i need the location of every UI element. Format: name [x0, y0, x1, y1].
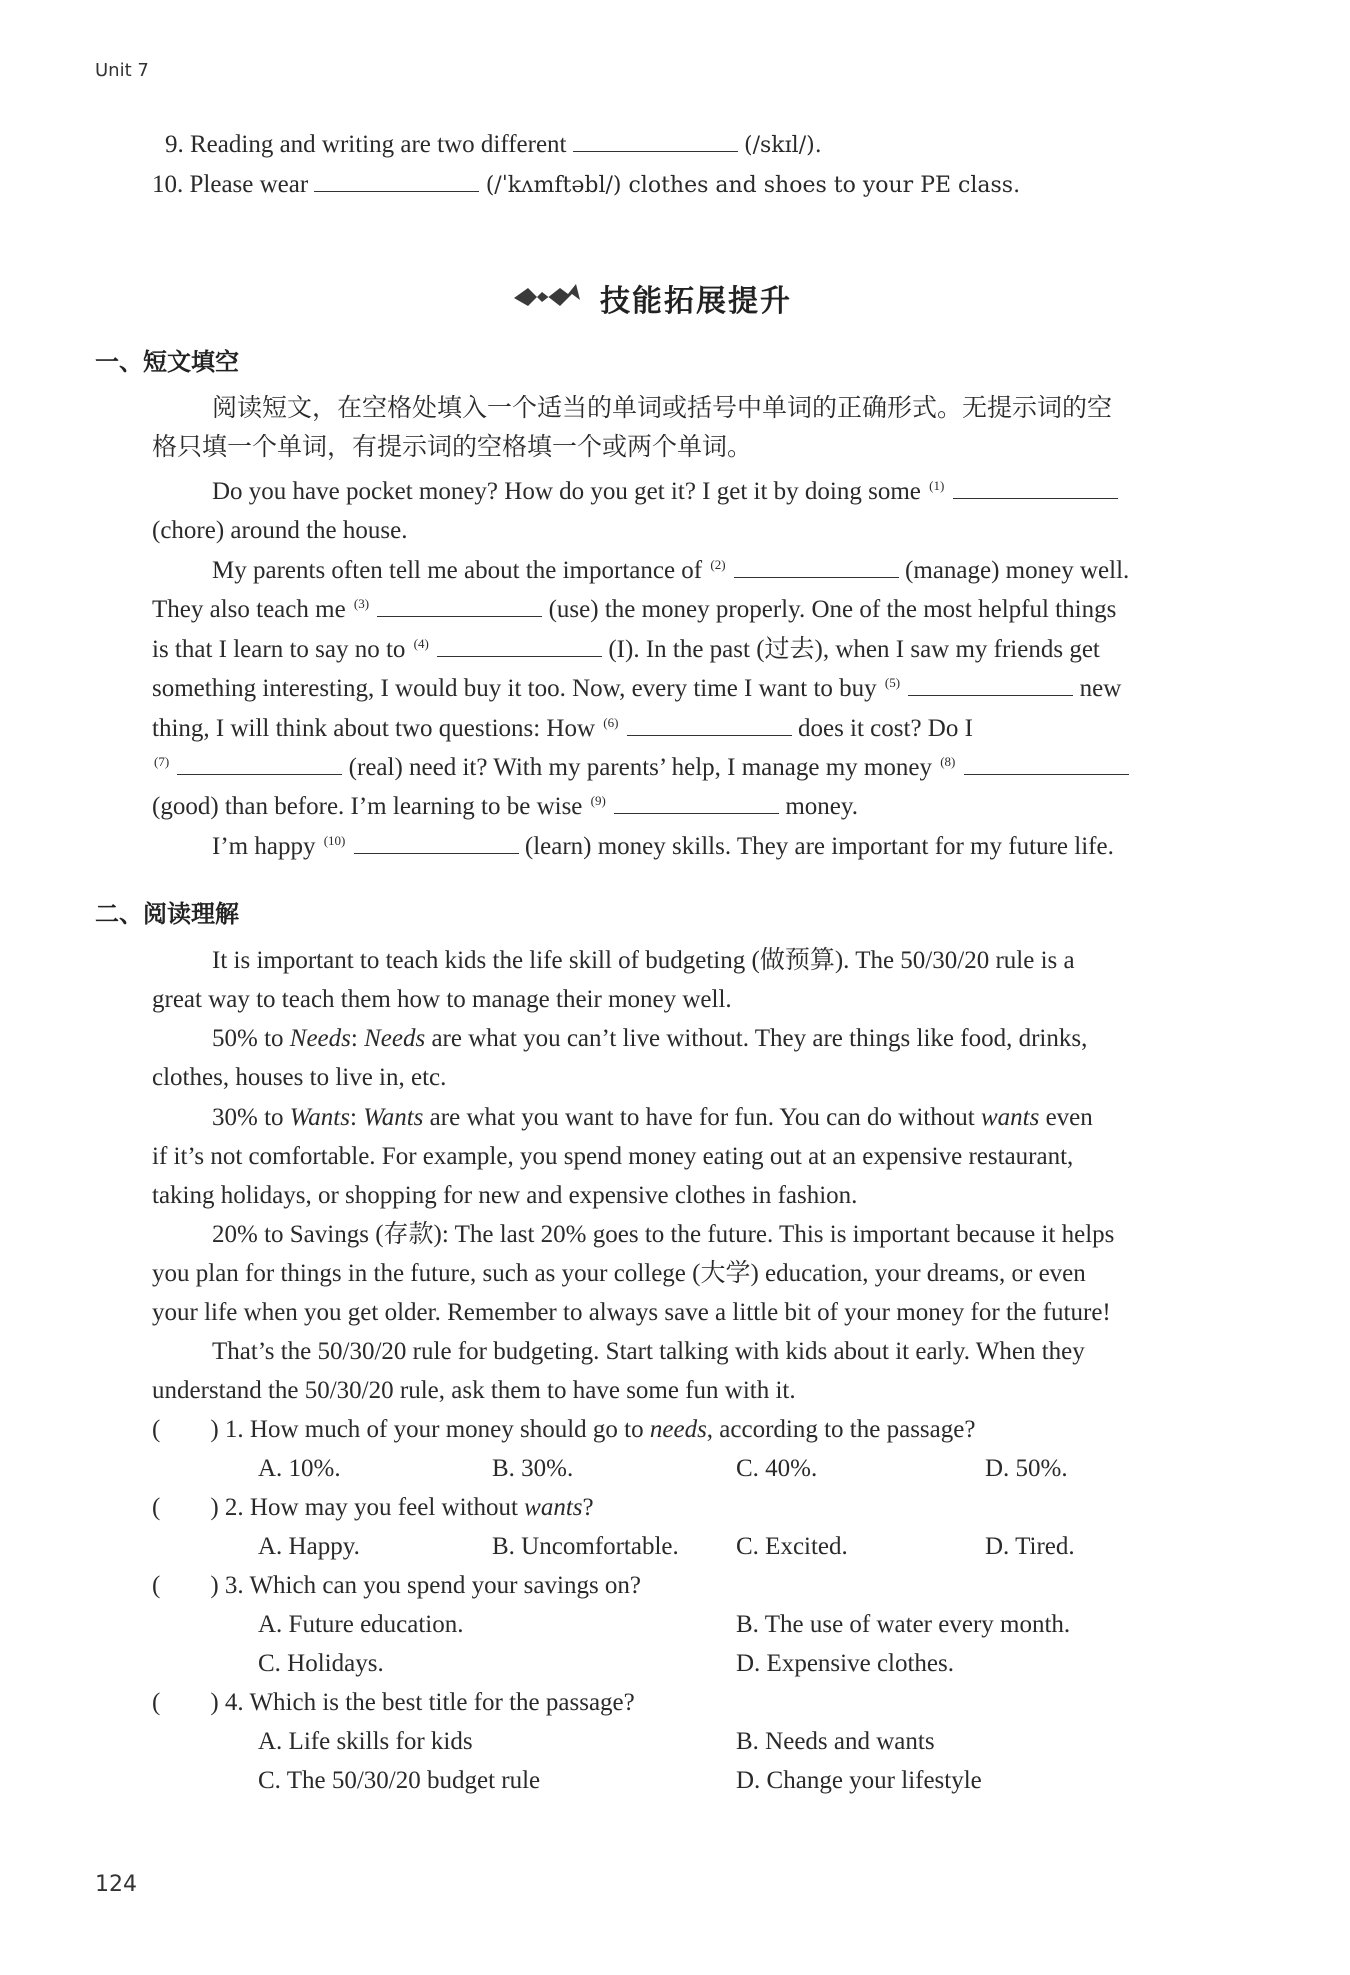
q1-option-a[interactable]: A. 10%.: [258, 1455, 341, 1482]
q4-option-a[interactable]: A. Life skills for kids: [258, 1728, 473, 1755]
question-1: ( ) 1. How much of your money should go to needs, according to the passage?: [152, 1416, 976, 1443]
blank-9[interactable]: [573, 129, 738, 152]
item-9: 9. Reading and writing are two different (/skɪl/).: [165, 131, 822, 158]
passage-p3a: 30% to Wants: Wants are what you want to have for fun. You can do without wants even: [212, 1104, 1093, 1131]
answer-paren-4[interactable]: ( ): [152, 1689, 219, 1716]
question-3: ( ) 3. Which can you spend your savings on?: [152, 1572, 642, 1599]
blank-10[interactable]: [314, 169, 479, 192]
section2-heading: 二、阅读理解: [95, 900, 239, 928]
item-10: 10. Please wear (/ˈkʌmftəbl/) clothes and shoes to your PE class.: [152, 171, 1021, 198]
answer-paren-2[interactable]: ( ): [152, 1494, 219, 1521]
question-4: ( ) 4. Which is the best title for the passage?: [152, 1689, 635, 1716]
blank-5[interactable]: [908, 673, 1073, 696]
q1-option-b[interactable]: B. 30%.: [492, 1455, 574, 1482]
passage-p4a: 20% to Savings (存款): The last 20% goes to the future. This is important because it helps: [212, 1221, 1115, 1248]
q2-option-b[interactable]: B. Uncomfortable.: [492, 1533, 679, 1560]
page-number: 124: [95, 1872, 137, 1897]
passage-p2a: 50% to Needs: Needs are what you can’t live without. They are things like food, drinks,: [212, 1025, 1088, 1052]
question-2: ( ) 2. How may you feel without wants?: [152, 1494, 594, 1521]
passage-p4b: you plan for things in the future, such as your college (大学) education, your dreams, or even: [152, 1260, 1086, 1287]
passage-p1a: It is important to teach kids the life skill of budgeting (做预算). The 50/30/20 rule is a: [212, 947, 1075, 974]
passage-p3c: taking holidays, or shopping for new and expensive clothes in fashion.: [152, 1182, 858, 1209]
blank-10b[interactable]: [354, 831, 519, 854]
instruction-line-2: 格只填一个单词，有提示词的空格填一个或两个单词。: [152, 434, 753, 461]
q2-option-a[interactable]: A. Happy.: [258, 1533, 360, 1560]
q3-option-c[interactable]: C. Holidays.: [258, 1650, 384, 1677]
q4-option-b[interactable]: B. Needs and wants: [736, 1728, 935, 1755]
answer-paren-3[interactable]: ( ): [152, 1572, 219, 1599]
q4-option-d[interactable]: D. Change your lifestyle: [736, 1767, 982, 1794]
q2-option-c[interactable]: C. Excited.: [736, 1533, 848, 1560]
q2-option-d[interactable]: D. Tired.: [985, 1533, 1075, 1560]
blank-3[interactable]: [377, 594, 542, 617]
q3-option-a[interactable]: A. Future education.: [258, 1611, 464, 1638]
blank-4[interactable]: [437, 634, 602, 657]
q1-option-c[interactable]: C. 40%.: [736, 1455, 818, 1482]
cloze-line-1: Do you have pocket money? How do you get it? I get it by doing some $^{(1)}$: [212, 475, 1118, 509]
q4-option-c[interactable]: C. The 50/30/20 budget rule: [258, 1767, 541, 1794]
cloze-line-5: is that I learn to say no to $^{(4)}$ (I). In the past (过去), when I saw my friends get: [152, 635, 1100, 663]
section-banner: [510, 276, 792, 320]
passage-p2b: clothes, houses to live in, etc.: [152, 1064, 447, 1091]
blank-9[interactable]: [614, 791, 779, 814]
passage-p3b: if it’s not comfortable. For example, you spend money eating out at an expensive restaurant,: [152, 1143, 1074, 1170]
passage-p4c: your life when you get older. Remember to always save a little bit of your money for the future!: [152, 1299, 1111, 1326]
banner-title: 技能拓展提升: [600, 284, 792, 319]
section1-heading: 一、短文填空: [95, 348, 239, 376]
q3-option-d[interactable]: D. Expensive clothes.: [736, 1650, 955, 1677]
cloze-line-6: something interesting, I would buy it too. Now, every time I want to buy $^{(5)}$ new: [152, 674, 1122, 702]
passage-p5b: understand the 50/30/20 rule, ask them to have some fun with it.: [152, 1377, 796, 1404]
cloze-line-9: (good) than before. I’m learning to be wise $^{(9)}$ money.: [152, 792, 859, 820]
trend-arrow-icon: [510, 280, 586, 317]
answer-paren-1[interactable]: ( ): [152, 1416, 219, 1443]
cloze-line-8: $^{(7)}$ (real) need it? With my parents’ help, I manage my money $^{(8)}$: [152, 751, 1129, 785]
blank-1[interactable]: [953, 476, 1118, 499]
blank-7[interactable]: [177, 752, 342, 775]
cloze-line-7: thing, I will think about two questions: How $^{(6)}$ does it cost? Do I: [152, 714, 973, 742]
cloze-line-3: My parents often tell me about the importance of $^{(2)}$ (manage) money well.: [212, 556, 1130, 584]
q3-option-b[interactable]: B. The use of water every month.: [736, 1611, 1071, 1638]
q1-option-d[interactable]: D. 50%.: [985, 1455, 1068, 1482]
cloze-line-2: (chore) around the house.: [152, 517, 408, 544]
blank-2[interactable]: [734, 555, 899, 578]
passage-p5a: That’s the 50/30/20 rule for budgeting. Start talking with kids about it early. When they: [212, 1338, 1085, 1365]
blank-6[interactable]: [627, 713, 792, 736]
instruction-line-1: 阅读短文，在空格处填入一个适当的单词或括号中单词的正确形式。无提示词的空: [212, 395, 1113, 422]
unit-label: Unit 7: [95, 60, 149, 81]
passage-p1b: great way to teach them how to manage their money well.: [152, 986, 732, 1013]
cloze-line-4: They also teach me $^{(3)}$ (use) the money properly. One of the most helpful things: [152, 595, 1117, 623]
blank-8[interactable]: [964, 752, 1129, 775]
cloze-line-10: I’m happy $^{(10)}$ (learn) money skills. They are important for my future life.: [212, 832, 1114, 860]
